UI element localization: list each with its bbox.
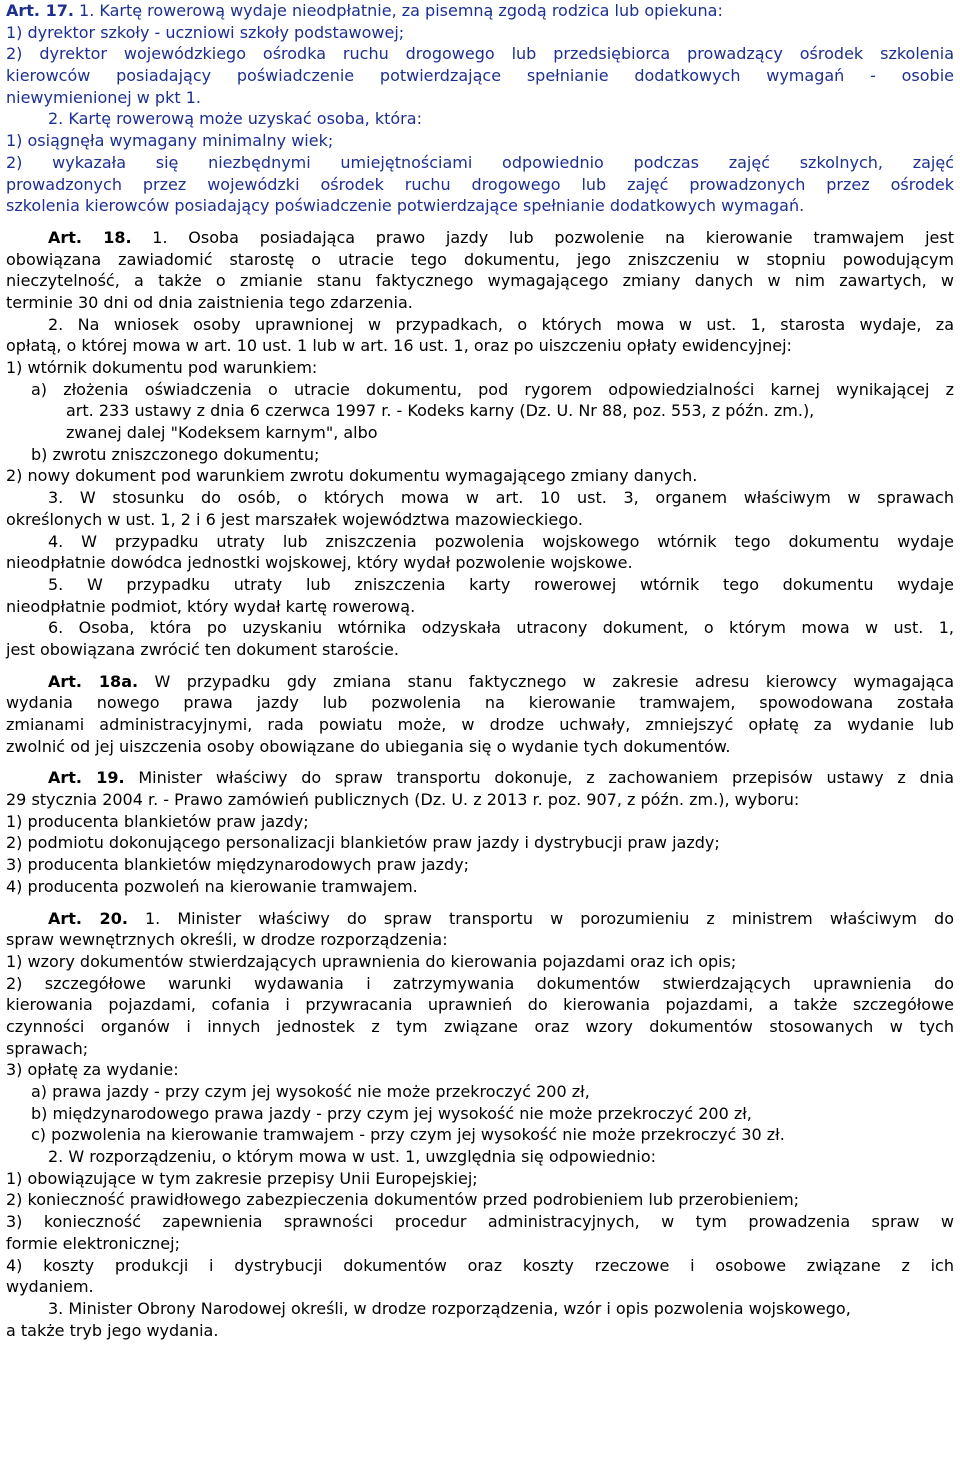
line-text: 1) osiągnęła wymagany minimalny wiek; xyxy=(6,131,334,151)
line-text: 4) producenta pozwoleń na kierowanie tramwajem. xyxy=(6,876,418,896)
text-line xyxy=(6,292,954,314)
line-text: jest obowiązana zwrócić ten dokument staroście. xyxy=(6,639,399,659)
line-text: 4. W przypadku utraty lub zniszczenia pozwolenia wojskowego wtórnik tego dokumentu wydaje xyxy=(48,531,954,551)
line-text: niewymienionej w pkt 1. xyxy=(6,87,201,107)
line-text: kierowców posiadający poświadczenie potwierdzające spełnianie dodatkowych wymagań - osobie xyxy=(6,66,954,86)
text-line xyxy=(6,1211,954,1233)
line-text: W przypadku gdy zmiana stanu faktycznego w zakresie adresu kierowcy wymagająca xyxy=(138,671,954,691)
text-line xyxy=(6,639,954,661)
text-line xyxy=(6,929,954,951)
article-number: Art. 20. xyxy=(48,908,128,928)
article-number: Art. 17. xyxy=(6,1,74,20)
article-number: Art. 18. xyxy=(48,227,132,247)
text-line xyxy=(6,832,954,854)
line-text: terminie 30 dni od dnia zaistnienia tego zdarzenia. xyxy=(6,292,413,312)
text-line xyxy=(6,714,954,736)
text-line xyxy=(6,671,954,693)
text-line xyxy=(6,951,954,973)
text-line xyxy=(6,1016,954,1038)
line-text: 6. Osoba, która po uzyskaniu wtórnika odzyskała utracony dokument, o którym mowa w ust. 1, xyxy=(48,618,954,638)
text-line xyxy=(6,596,954,618)
text-line xyxy=(6,789,954,811)
text-line xyxy=(6,1038,954,1060)
line-text: b) międzynarodowego prawa jazdy - przy czym jej wysokość nie może przekroczyć 200 zł, xyxy=(31,1103,752,1123)
line-text: 2) szczegółowe warunki wydawania i zatrzymywania dokumentów stwierdzających uprawnienia do xyxy=(6,973,954,993)
paragraph-gap xyxy=(6,757,954,767)
text-line xyxy=(6,65,954,87)
text-line xyxy=(6,1168,954,1190)
text-line xyxy=(6,617,954,639)
text-line xyxy=(6,1081,954,1103)
line-text: 3) producenta blankietów międzynarodowych praw jazdy; xyxy=(6,855,470,875)
text-line xyxy=(6,736,954,758)
line-text: określonych w ust. 1, 2 i 6 jest marszałek województwa mazowieckiego. xyxy=(6,509,583,529)
line-text: 1. Kartę rowerową wydaje nieodpłatnie, za pisemną zgodą rodzica lub opiekuna: xyxy=(73,1,723,20)
line-text: 2. W rozporządzeniu, o którym mowa w ust. 1, uwzględnia się odpowiednio: xyxy=(48,1147,657,1167)
line-text: obowiązana zawiadomić starostę o utracie tego dokumentu, jego zniszczeniu w stopniu powodującym xyxy=(6,249,954,269)
line-text: 5. W przypadku utraty lub zniszczenia karty rowerowej wtórnik tego dokumentu wydaje xyxy=(48,574,954,594)
text-line xyxy=(6,22,954,44)
line-text: opłatą, o której mowa w art. 10 ust. 1 lub w art. 16 ust. 1, oraz po uiszczeniu opłaty ewidencyjnej: xyxy=(6,336,792,356)
line-text: spraw wewnętrznych określi, w drodze rozporządzenia: xyxy=(6,930,448,950)
line-text: 1) producenta blankietów praw jazdy; xyxy=(6,811,309,831)
line-text: zwolnić od jej uiszczenia osoby obowiązane do ubiegania się o wydanie tych dokumentów. xyxy=(6,736,731,756)
text-line xyxy=(6,994,954,1016)
line-text: nieodpłatnie dowódca jednostki wojskowej, który wydał pozwolenie wojskowe. xyxy=(6,553,633,573)
text-line xyxy=(6,1255,954,1277)
text-line xyxy=(6,973,954,995)
line-text: formie elektronicznej; xyxy=(6,1233,180,1253)
line-text: 1) wtórnik dokumentu pod warunkiem: xyxy=(6,358,318,377)
line-text: 2) konieczność prawidłowego zabezpieczenia dokumentów przed podrobieniem lub przerobieniem; xyxy=(6,1190,800,1210)
text-line xyxy=(6,1059,954,1081)
text-line xyxy=(6,1233,954,1255)
text-line xyxy=(6,1124,954,1146)
line-text: nieczytelność, a także o zmianie stanu faktycznego wymagającego zmiany danych w nim zawartych, w xyxy=(6,271,954,291)
line-text: 2) podmiotu dokonującego personalizacji blankietów praw jazdy i dystrybucji praw jazdy; xyxy=(6,833,720,853)
line-text: czynności organów i innych jednostek z tym związane oraz wzory dokumentów stosowanych w tych xyxy=(6,1016,954,1036)
text-line xyxy=(6,130,954,152)
line-text: wydaniem. xyxy=(6,1277,94,1297)
line-text: 1) dyrektor szkoły - uczniowi szkoły podstawowej; xyxy=(6,22,405,42)
text-line xyxy=(6,152,954,174)
text-line xyxy=(6,487,954,509)
line-text: a także tryb jego wydania. xyxy=(6,1320,219,1340)
text-line xyxy=(6,174,954,196)
text-line xyxy=(6,249,954,271)
paragraph-gap xyxy=(6,217,954,227)
text-line xyxy=(6,854,954,876)
text-line xyxy=(6,335,954,357)
line-text: 2. Na wniosek osoby uprawnionej w przypadkach, o których mowa w ust. 1, starosta wydaje, za xyxy=(48,314,954,334)
text-line xyxy=(6,1276,954,1298)
text-line xyxy=(6,43,954,65)
text-line xyxy=(6,314,954,336)
line-text: 3. Minister Obrony Narodowej określi, w drodze rozporządzenia, wzór i opis pozwolenia wojskowego, xyxy=(48,1298,851,1318)
line-text: 1) wzory dokumentów stwierdzających uprawnienia do kierowania pojazdami oraz ich opis; xyxy=(6,951,737,971)
text-line xyxy=(6,876,954,898)
text-line xyxy=(6,227,954,249)
line-text: 2. Kartę rowerową może uzyskać osoba, która: xyxy=(48,109,422,129)
text-line xyxy=(6,0,954,22)
line-text: a) złożenia oświadczenia o utracie dokumentu, pod rygorem odpowiedzialności karnej wynikającej z xyxy=(31,379,954,399)
text-line xyxy=(6,509,954,531)
line-text: b) zwrotu zniszczonego dokumentu; xyxy=(31,444,320,464)
line-text: 2) dyrektor wojewódzkiego ośrodka ruchu drogowego lub przedsiębiorca prowadzący ośrodek szkolenia xyxy=(6,44,954,64)
text-line xyxy=(6,531,954,553)
text-line xyxy=(6,1103,954,1125)
line-text: zwanej dalej "Kodeksem karnym", albo xyxy=(66,423,378,443)
line-text: 4) koszty produkcji i dystrybucji dokumentów oraz koszty rzeczowe i osobowe związane z ich xyxy=(6,1255,954,1275)
text-line xyxy=(6,692,954,714)
text-line xyxy=(6,552,954,574)
text-line xyxy=(6,379,954,401)
text-line xyxy=(6,1320,954,1342)
line-text: 3) opłatę za wydanie: xyxy=(6,1060,179,1080)
text-line xyxy=(6,108,954,130)
paragraph-gap xyxy=(6,661,954,671)
text-line xyxy=(6,270,954,292)
line-text: 1. Minister właściwy do spraw transportu w porozumieniu z ministrem właściwym do xyxy=(127,908,954,928)
line-text: 29 stycznia 2004 r. - Prawo zamówień publicznych (Dz. U. z 2013 r. poz. 907, z późn. zm.), wyboru: xyxy=(6,790,800,810)
text-line xyxy=(6,811,954,833)
line-text: kierowania pojazdami, cofania i przywracania uprawnień do kierowania pojazdami, a także szczegółowe xyxy=(6,995,954,1015)
article-number: Art. 18a. xyxy=(48,671,139,691)
line-text: 3. W stosunku do osób, o których mowa w art. 10 ust. 3, organem właściwym w sprawach xyxy=(48,488,954,508)
text-line xyxy=(6,422,954,444)
line-text: wydania nowego prawa jazdy lub pozwolenia na kierowanie tramwajem, spowodowana została xyxy=(6,693,954,713)
text-line xyxy=(6,400,954,422)
line-text: 1. Osoba posiadająca prawo jazdy lub pozwolenie na kierowanie tramwajem jest xyxy=(131,227,954,247)
text-line xyxy=(6,574,954,596)
line-text: zmianami administracyjnymi, rada powiatu może, w drodze uchwały, zmniejszyć opłatę za wydanie lub xyxy=(6,715,954,734)
line-text: Minister właściwy do spraw transportu dokonuje, z zachowaniem przepisów ustawy z dnia xyxy=(124,768,955,788)
line-text: 1) obowiązujące w tym zakresie przepisy Unii Europejskiej; xyxy=(6,1168,478,1188)
text-line xyxy=(6,767,954,789)
text-line xyxy=(6,195,954,217)
line-text: szkolenia kierowców posiadający poświadczenie potwierdzające spełnianie dodatkowych wymagań. xyxy=(6,196,805,216)
text-line xyxy=(6,1298,954,1320)
line-text: prowadzonych przez wojewódzki ośrodek ruchu drogowego lub zajęć prowadzonych przez ośrodek xyxy=(6,174,954,194)
line-text: a) prawa jazdy - przy czym jej wysokość nie może przekroczyć 200 zł, xyxy=(31,1082,590,1101)
text-line xyxy=(6,1146,954,1168)
line-text: nieodpłatnie podmiot, który wydał kartę rowerową. xyxy=(6,596,416,616)
text-line xyxy=(6,1189,954,1211)
line-text: 2) wykazała się niezbędnymi umiejętnościami odpowiednio podczas zajęć szkolnych, zajęć xyxy=(6,152,954,172)
article-number: Art. 19. xyxy=(48,768,125,788)
line-text: 2) nowy dokument pod warunkiem zwrotu dokumentu wymagającego zmiany danych. xyxy=(6,466,698,486)
paragraph-gap xyxy=(6,898,954,908)
line-text: c) pozwolenia na kierowanie tramwajem - przy czym jej wysokość nie może przekroczyć 30 zł. xyxy=(31,1125,785,1145)
line-text: sprawach; xyxy=(6,1038,89,1058)
text-line xyxy=(6,444,954,466)
line-text: art. 233 ustawy z dnia 6 czerwca 1997 r. - Kodeks karny (Dz. U. Nr 88, poz. 553, z późn. zm.), xyxy=(66,401,815,421)
text-line xyxy=(6,357,954,379)
text-line xyxy=(6,87,954,109)
text-line xyxy=(6,465,954,487)
line-text: 3) konieczność zapewnienia sprawności procedur administracyjnych, w tym prowadzenia spraw w xyxy=(6,1212,954,1232)
text-line xyxy=(6,908,954,930)
